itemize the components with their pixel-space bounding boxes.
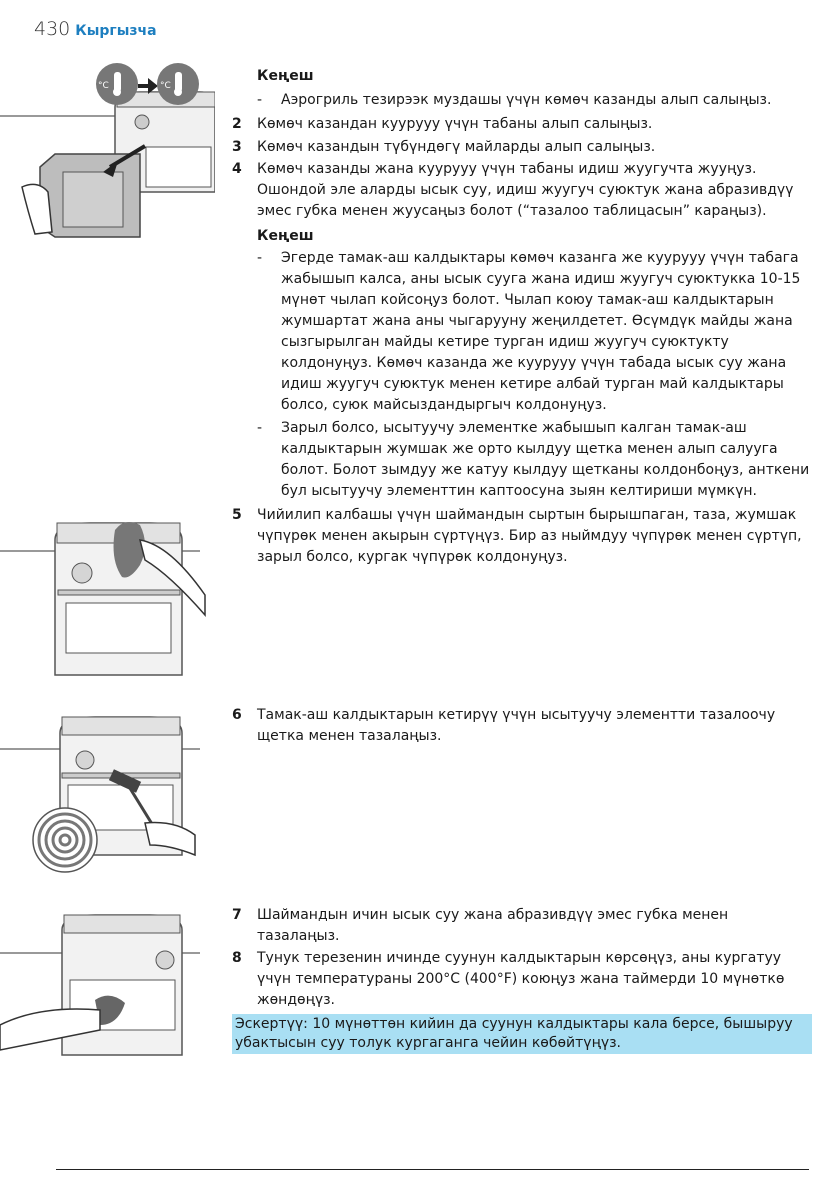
step-number: 7 — [232, 907, 242, 923]
tip-bullet — [257, 90, 812, 111]
illustration-remove-basket — [0, 62, 215, 242]
tip-title-1: Кеңеш — [257, 68, 314, 84]
step-text: Тунук терезенин ичинде суунун калдыктарын көрсөңүз, аны кургатуу үчүн температураны 200°C (400°F) коюңуз жана таймерди 10 мүнөткө жөндөңүз. — [257, 950, 785, 1008]
tip-bullet-text: Зарыл болсо, ысытуучу элементке жабышып калган тамак-аш калдыктарын жумшак же орто кылдуу щетка менен алып салууга болот. Болот зымдуу же катуу кылдуу щетканы колдонбоңуз, анткени бул ысытуучу элементтин каптоосуна зыян келтириши мүмкүн. — [281, 420, 810, 499]
step-5 — [232, 505, 812, 568]
step-text: Чийилип калбашы үчүн шаймандын сыртын бырышпаган, таза, жумшак чүпүрөк менен акырын сүртүңүз. Бир аз ныймдуу чүпүрөк менен сүртүп, зарыл болсо, кургак чүпүрөк колдонуңуз. — [257, 507, 802, 565]
bullet-dash: - — [257, 92, 263, 108]
step-2 — [232, 114, 812, 135]
tip-bullet — [257, 418, 812, 502]
illustration-brush-heating-element — [0, 705, 215, 875]
page-number: 430 — [34, 18, 71, 40]
step-6 — [232, 705, 812, 747]
step-number: 3 — [232, 139, 242, 155]
page-header — [34, 18, 157, 40]
tip-bullet-text: Аэрогриль тезирээк муздашы үчүн көмөч казанды алып салыңыз. — [281, 92, 772, 108]
tip-bullet — [257, 248, 812, 416]
bullet-dash: - — [257, 250, 263, 266]
step-number: 5 — [232, 507, 242, 523]
tip-bullet-text: Эгерде тамак-аш калдыктары көмөч казанга же куурууу үчүн табага жабышып калса, аны ысык сууга жана идиш жуугуч суюктукка 10-15 мүнөт чылап койсоңуз болот. Чылап коюу тамак-аш калдыктарын жумшартат жана аны чыгарууну жеңилдетет. Өсүмдүк майды жана сызгырылган майды кетире турган идиш жуугуч суюктукту колдонуңуз. Көмөч казанда же куурууу үчүн табада ысык суу жана идиш жуугуч суюктук менен кетире албай турган май калдыктары болсо, суюк майсыздандыргыч колдонуңуз. — [281, 250, 801, 413]
bullet-dash: - — [257, 420, 263, 436]
step-number: 4 — [232, 161, 242, 177]
language-label: Кыргызча — [75, 23, 157, 39]
step-text: Шаймандын ичин ысык суу жана абразивдүү эмес губка менен тазалаңыз. — [257, 907, 729, 944]
step-number: 6 — [232, 707, 242, 723]
step-text: Тамак-аш калдыктарын кетирүү үчүн ысытуучу элементти тазалоочу щетка менен тазалаңыз. — [257, 707, 776, 744]
step-7 — [232, 905, 812, 947]
step-4 — [232, 159, 812, 222]
step-8 — [232, 948, 812, 1011]
step-text: Көмөч казанды жана куурууу үчүн табаны идиш жуугучта жууңуз. Ошондой эле аларды ысык суу, идиш жуугуч суюктук жана абразивдүү эмес губка менен жуусаңыз болот (“тазалоо таблицасын” караңыз). — [257, 161, 794, 219]
illustration-clean-inside — [0, 905, 215, 1065]
footer-divider — [56, 1169, 809, 1170]
note-box: Эскертүү: 10 мүнөттөн кийин да суунун калдыктары кала берсе, бышыруу убактысын суу толук кургаганга чейин көбөйтүңүз. — [232, 1014, 812, 1054]
step-number: 8 — [232, 950, 242, 966]
step-text: Көмөч казандан куурууу үчүн табаны алып салыңыз. — [257, 116, 653, 132]
temp-unit-left: °C — [98, 81, 109, 91]
step-text: Көмөч казандын түбүндөгү майларды алып салыңыз. — [257, 139, 656, 155]
step-3 — [232, 137, 812, 158]
tip-title-2: Кеңеш — [257, 228, 314, 244]
step-number: 2 — [232, 116, 242, 132]
illustration-wipe-outside — [0, 505, 215, 685]
temp-unit-right: °C — [160, 81, 171, 91]
